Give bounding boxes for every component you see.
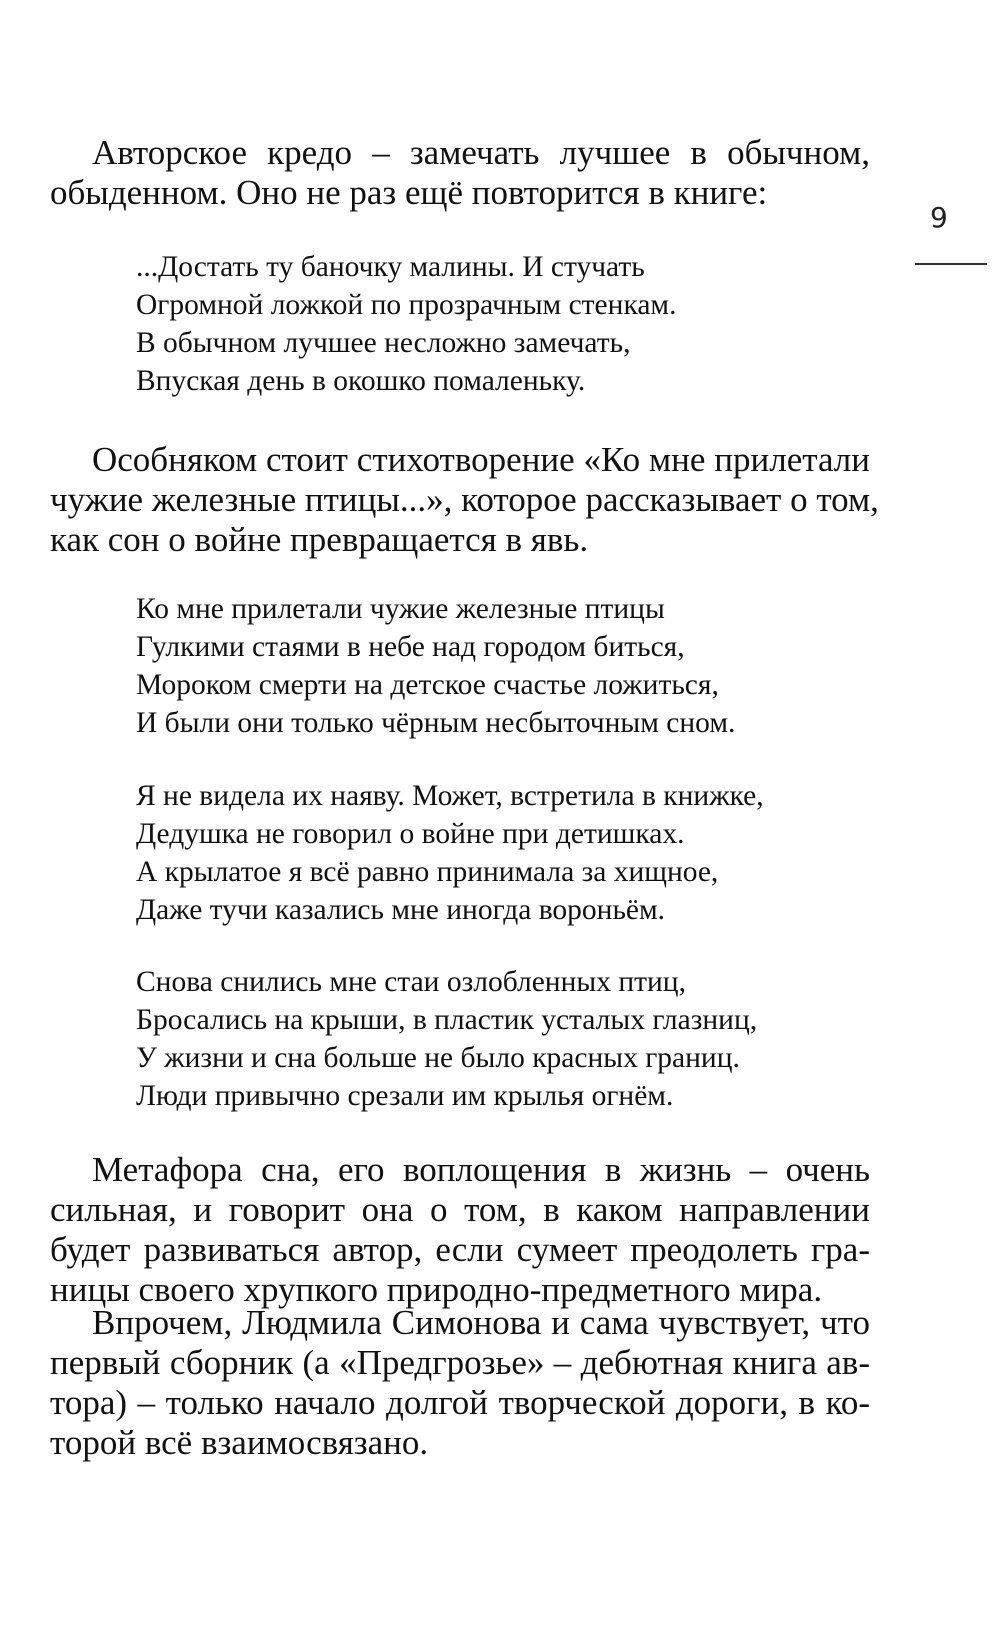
verse-line: Дедушка не говорил о войне при детишках. <box>136 818 685 850</box>
paragraph-debut-book <box>50 1303 870 1463</box>
verse-raspberry-jar <box>136 248 836 400</box>
text-line: тора) – только начало долгой творческой дороги, в ко- <box>50 1383 870 1422</box>
verse-line: Огромной ложкой по прозрачным стенкам. <box>136 289 677 321</box>
verse-line: Люди привычно срезали им крылья огнём. <box>136 1080 674 1112</box>
verse-line: Снова снились мне стаи озлобленных птиц, <box>136 966 686 998</box>
text-line: Авторское кредо – замечать лучшее в обычном, <box>92 133 870 172</box>
text-line: сильная, и говорит она о том, в каком направлении <box>50 1190 870 1229</box>
paragraph-dream-metaphor <box>50 1150 870 1310</box>
text-line: Особняком стоит стихотворение «Ко мне прилетали <box>92 440 870 479</box>
paragraph-text <box>50 133 870 213</box>
paragraph-text <box>50 440 879 560</box>
verse-line: Даже тучи казались мне иногда вороньём. <box>136 894 666 926</box>
text-line: торой всё взаимосвязано. <box>50 1423 429 1462</box>
text-line: чужие железные птицы...», которое рассказывает о том, <box>50 480 879 519</box>
verse-line: Впуская день в окошко помаленьку. <box>136 365 586 397</box>
paragraph-text <box>50 1150 870 1310</box>
verse-line: У жизни и сна больше не было красных границ. <box>136 1042 740 1074</box>
verse-line: Мороком смерти на детское счастье ложиться, <box>136 669 719 701</box>
text-line: первый сборник (а «Предгрозье» – дебютная книга ав- <box>50 1343 870 1382</box>
paragraph-iron-birds-intro <box>50 440 879 560</box>
verse-line: А крылатое я всё равно принимала за хищное, <box>136 856 719 888</box>
text-line: Метафора сна, его воплощения в жизнь – очень <box>92 1150 870 1189</box>
text-line: будет развиваться автор, если сумеет преодолеть гра- <box>50 1230 870 1269</box>
verse-stanza-1 <box>136 590 836 742</box>
verse-line: Ко мне прилетали чужие железные птицы <box>136 593 665 625</box>
paragraph-text <box>50 1303 870 1463</box>
verse-line: ...Достать ту баночку малины. И стучать <box>136 251 645 283</box>
verse-stanza-3 <box>136 963 836 1115</box>
page-number: 9 <box>930 201 948 234</box>
text-line: как сон о войне превращается в явь. <box>50 520 589 559</box>
text-line: обыденном. Оно не раз ещё повторится в книге: <box>50 173 768 212</box>
verse-line: И были они только чёрным несбыточным сном. <box>136 707 736 739</box>
verse-line: Гулкими стаями в небе над городом биться, <box>136 631 685 663</box>
paragraph-authors-credo <box>50 133 870 213</box>
verse-line: Я не видела их наяву. Может, встретила в книжке, <box>136 780 764 812</box>
text-line: Впрочем, Людмила Симонова и сама чувствует, что <box>92 1303 870 1342</box>
verse-line: В обычном лучшее несложно замечать, <box>136 327 631 359</box>
text-line: ницы своего хрупкого природно-предметного мира. <box>50 1270 823 1309</box>
verse-line: Бросались на крыши, в пластик усталых глазниц, <box>136 1004 758 1036</box>
verse-stanza-2 <box>136 777 836 929</box>
page-number-rule <box>915 263 987 265</box>
